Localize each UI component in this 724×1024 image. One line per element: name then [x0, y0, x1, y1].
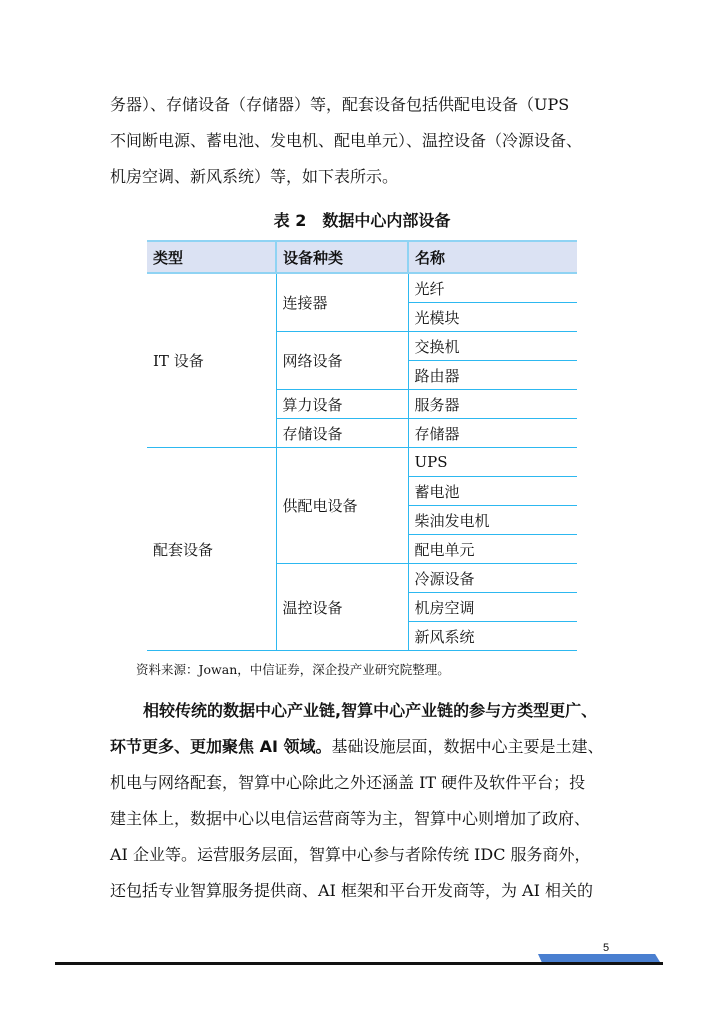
bold-text: 环节更多、更加聚焦 AI 领域。 — [110, 737, 332, 756]
intro-line: 务器）、存储设备（存储器）等，配套设备包括供配电设备（UPS — [110, 95, 570, 114]
text: 基础设施层面，数据中心主要是土建、 — [331, 737, 604, 756]
header-name: 名称 — [408, 241, 577, 273]
bold-text: 相较传统的数据中心产业链,智算中心产业链的参与方类型更广、 — [143, 701, 598, 720]
equipment-table — [147, 240, 577, 651]
footer-accent — [538, 954, 660, 962]
table-row — [147, 273, 577, 303]
footer-rule — [55, 962, 663, 965]
table-row — [147, 448, 577, 477]
para-line: AI 企业等。运营服务层面，智算中心参与者除传统 IDC 服务商外， — [110, 845, 591, 864]
name-cell: 光模块 — [408, 303, 577, 332]
name-cell: 配电单元 — [408, 535, 577, 564]
intro-line: 机房空调、新风系统）等，如下表所示。 — [110, 167, 399, 186]
para-line-1 — [143, 701, 597, 721]
table-caption: 表 2 数据中心内部设备 — [273, 211, 451, 230]
para-line: 机电与网络配套，智算中心除此之外还涵盖 IT 硬件及软件平台；投 — [110, 773, 586, 792]
name-cell: 冷源设备 — [408, 564, 577, 593]
para-line-2 — [110, 737, 604, 757]
kind-cell: 网络设备 — [276, 332, 408, 390]
table-source: 资料来源：Jowan，中信证券，深企投产业研究院整理。 — [136, 662, 450, 677]
type-cell: 配套设备 — [147, 448, 276, 651]
kind-cell: 连接器 — [276, 273, 408, 332]
name-cell: 新风系统 — [408, 622, 577, 651]
intro-line: 不间断电源、蓄电池、发电机、配电单元）、温控设备（冷源设备、 — [110, 131, 583, 150]
name-cell: 路由器 — [408, 361, 577, 390]
name-cell: 存储器 — [408, 419, 577, 448]
kind-cell: 供配电设备 — [276, 448, 408, 564]
name-cell: UPS — [408, 448, 577, 477]
para-line: 建主体上，数据中心以电信运营商等为主，智算中心则增加了政府、 — [110, 809, 591, 828]
header-kind: 设备种类 — [276, 241, 408, 273]
para-line: 还包括专业智算服务提供商、AI 框架和平台开发商等，为 AI 相关的 — [110, 881, 594, 900]
kind-cell: 算力设备 — [276, 390, 408, 419]
name-cell: 交换机 — [408, 332, 577, 361]
type-cell: IT 设备 — [147, 273, 276, 448]
name-cell: 柴油发电机 — [408, 506, 577, 535]
page-number: 5 — [603, 942, 610, 954]
name-cell: 机房空调 — [408, 593, 577, 622]
header-type: 类型 — [147, 241, 276, 273]
kind-cell: 温控设备 — [276, 564, 408, 651]
kind-cell: 存储设备 — [276, 419, 408, 448]
name-cell: 蓄电池 — [408, 477, 577, 506]
name-cell: 服务器 — [408, 390, 577, 419]
name-cell: 光纤 — [408, 273, 577, 303]
